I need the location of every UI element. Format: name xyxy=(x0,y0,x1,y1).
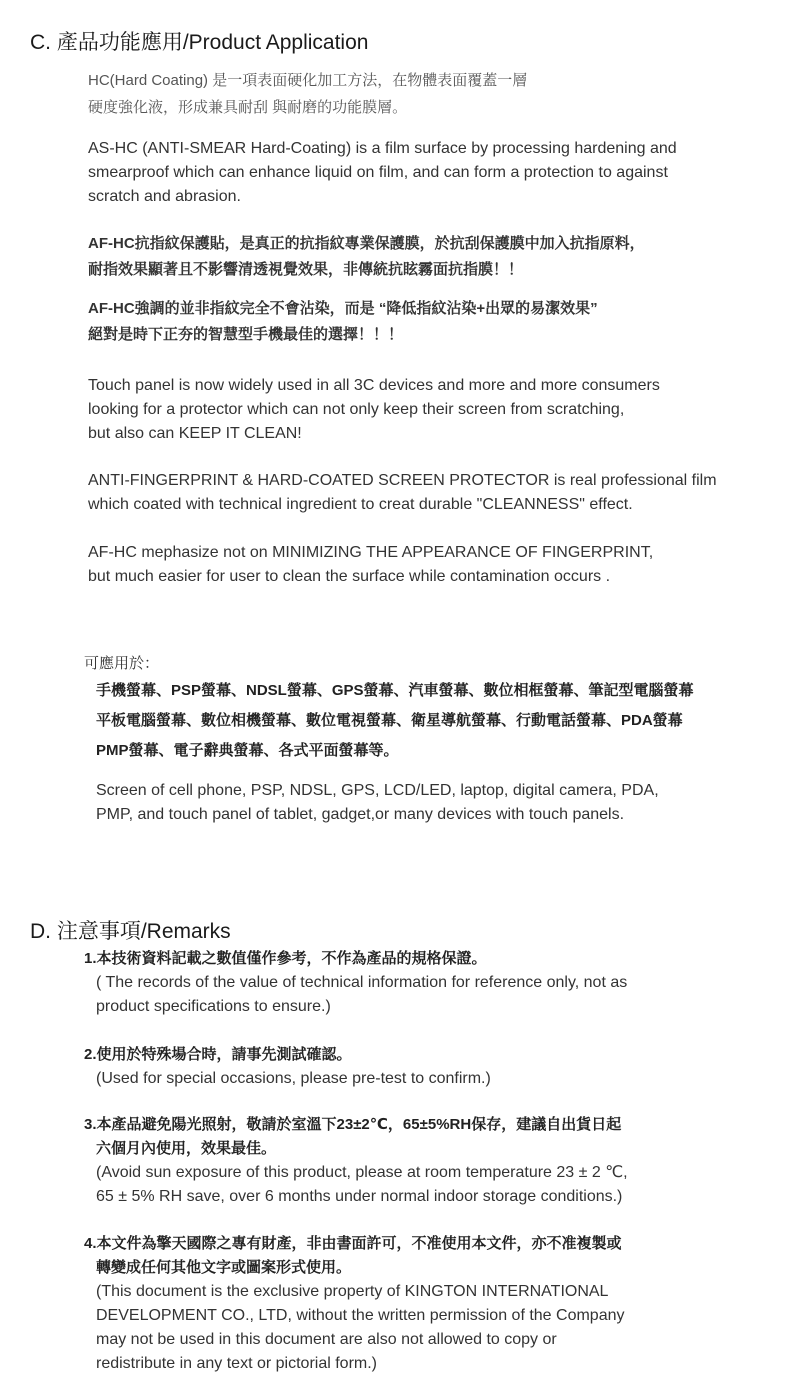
remark-zh-line: 六個月內使用，效果最佳。 xyxy=(96,1140,277,1157)
hc-description-zh xyxy=(88,67,527,121)
remark-en-line: (This document is the exclusive property of KINGTON INTERNATIONAL xyxy=(96,1283,609,1300)
remark-item xyxy=(84,1043,491,1091)
remark-item xyxy=(84,1113,628,1209)
remark-zh-line: 4.本文件為擎天國際之專有財產，非由書面許可，不准使用本文件，亦不准複製或 xyxy=(84,1235,622,1252)
text-line: AS-HC (ANTI-SMEAR Hard-Coating) is a film surface by processing hardening and xyxy=(88,140,677,157)
remark-en-line: may not be used in this document are also not allowed to copy or xyxy=(96,1331,557,1348)
text-line: 硬度強化液，形成兼具耐刮 與耐磨的功能膜層。 xyxy=(88,99,408,116)
text-line: smearproof which can enhance liquid on film, and can form a protection to against xyxy=(88,164,668,181)
text-line: looking for a protector which can not only keep their screen from scratching, xyxy=(88,401,625,418)
text-line: HC(Hard Coating) 是一項表面硬化加工方法，在物體表面覆蓋一層 xyxy=(88,72,528,89)
text-line: PMP螢幕、電子辭典螢幕、各式平面螢幕等。 xyxy=(96,742,399,759)
remark-item xyxy=(84,1232,625,1376)
ashc-description-en xyxy=(88,137,677,209)
remark-item xyxy=(84,947,627,1019)
text-line: PMP, and touch panel of tablet, gadget,or many devices with touch panels. xyxy=(96,806,625,823)
section-c-title: C. 產品功能應用/Product Application xyxy=(30,31,369,54)
text-line: but much easier for user to clean the surface while contamination occurs . xyxy=(88,568,611,585)
text-line: AF-HC強調的並非指紋完全不會沾染，而是 “降低指紋沾染+出眾的易潔效果” xyxy=(88,300,598,317)
text-line: 手機螢幕、PSP螢幕、NDSL螢幕、GPS螢幕、汽車螢幕、數位相框螢幕、筆記型電腦螢幕 xyxy=(96,682,694,699)
text-line: 平板電腦螢幕、數位相機螢幕、數位電視螢幕、衛星導航螢幕、行動電話螢幕、PDA螢幕 xyxy=(96,712,683,729)
touch-panel-paragraph-en xyxy=(88,374,660,446)
text-line: 耐指效果顯著且不影響清透視覺效果，非傳統抗眩霧面抗指膜！！ xyxy=(88,261,524,278)
anti-fingerprint-paragraph-en xyxy=(88,469,717,517)
text-line: Screen of cell phone, PSP, NDSL, GPS, LCD/LED, laptop, digital camera, PDA, xyxy=(96,782,659,799)
text-line: scratch and abrasion. xyxy=(88,188,241,205)
remark-zh-line: 3.本產品避免陽光照射，敬請於室溫下23±2℃，65±5%RH保存，建議自出貨日起 xyxy=(84,1116,622,1133)
remark-en-line: redistribute in any text or pictorial form.) xyxy=(96,1355,377,1372)
text-line: Touch panel is now widely used in all 3C devices and more and more consumers xyxy=(88,377,660,394)
remark-zh-line: 1.本技術資料記載之數值僅作參考，不作為產品的規格保證。 xyxy=(84,950,487,967)
text-line: AF-HC mephasize not on MINIMIZING THE APPEARANCE OF FINGERPRINT, xyxy=(88,544,654,561)
text-line: which coated with technical ingredient to creat durable "CLEANNESS" effect. xyxy=(88,496,633,513)
text-line: AF-HC抗指紋保護貼，是真正的抗指紋專業保護膜，於抗刮保護膜中加入抗指原料， xyxy=(88,235,645,252)
remark-zh-line: 2.使用於特殊場合時，請事先測試確認。 xyxy=(84,1046,352,1063)
remark-zh-line: 轉變成任何其他文字或圖案形式使用。 xyxy=(96,1259,352,1276)
text-line: ANTI-FINGERPRINT & HARD-COATED SCREEN PROTECTOR is real professional film xyxy=(88,472,717,489)
afhc-paragraph-2-zh xyxy=(88,296,598,348)
applicable-devices-zh xyxy=(96,676,694,766)
afhc-paragraph-1-zh xyxy=(88,231,645,283)
section-d-title: D. 注意事項/Remarks xyxy=(30,920,231,943)
remark-en-line: (Avoid sun exposure of this product, please at room temperature 23 ± 2 ℃, xyxy=(96,1164,628,1181)
applicable-devices-en xyxy=(96,779,659,827)
text-line: 絕對是時下正夯的智慧型手機最佳的選擇！！！ xyxy=(88,326,404,343)
remark-en-line: ( The records of the value of technical information for reference only, not as xyxy=(96,974,628,991)
afhc-paragraph-en xyxy=(88,541,653,589)
remark-en-line: DEVELOPMENT CO., LTD, without the written permission of the Company xyxy=(96,1307,625,1324)
remark-en-line: 65 ± 5% RH save, over 6 months under normal indoor storage conditions.) xyxy=(96,1188,623,1205)
remark-en-line: product specifications to ensure.) xyxy=(96,998,331,1015)
text-line: but also can KEEP IT CLEAN! xyxy=(88,425,302,442)
applicable-label: 可應用於： xyxy=(84,655,160,672)
remark-en-line: (Used for special occasions, please pre-test to confirm.) xyxy=(96,1070,491,1087)
